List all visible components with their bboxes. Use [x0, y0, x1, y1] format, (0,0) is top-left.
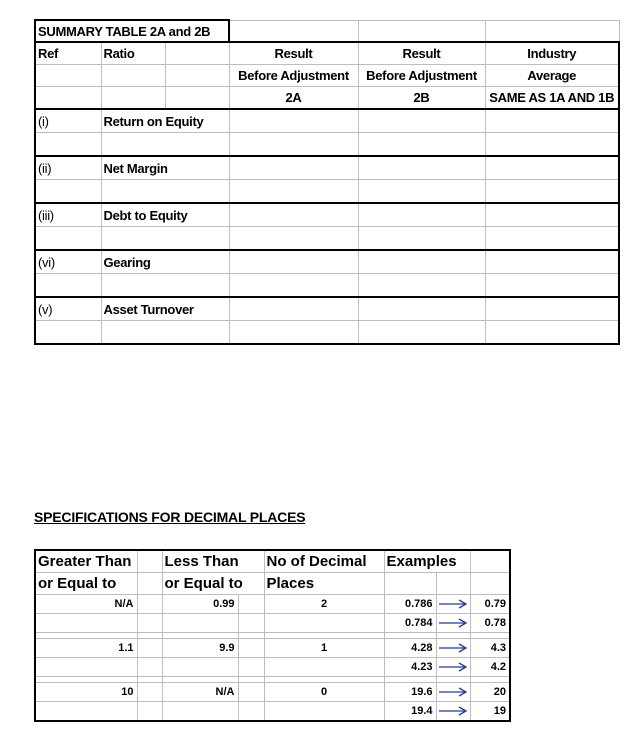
summary-table [34, 19, 620, 345]
row-ratio: Debt to Equity [101, 203, 229, 227]
table-row [35, 639, 510, 658]
example-input: 19.4 [384, 702, 436, 722]
example-input: 0.786 [384, 595, 436, 614]
cell-2b[interactable] [358, 250, 485, 274]
spec-header-places-line2: Places [264, 573, 384, 595]
header-2a-line2: Before Adjustment [229, 65, 358, 87]
example-input: 0.784 [384, 614, 436, 633]
spec-gte: N/A [35, 595, 137, 614]
example-output: 0.79 [470, 595, 510, 614]
arrow-right-icon [436, 658, 470, 677]
cell-2a[interactable] [229, 156, 358, 180]
header-ref: Ref [35, 42, 101, 65]
cell-2b[interactable] [358, 156, 485, 180]
row-ref: (vi) [35, 250, 101, 274]
arrow-right-icon [436, 595, 470, 614]
cell-2a[interactable] [229, 203, 358, 227]
spec-header-gte-line2: or Equal to [35, 573, 137, 595]
header-row-3 [35, 87, 619, 110]
cell-2a[interactable] [229, 250, 358, 274]
row-ref: (ii) [35, 156, 101, 180]
row-ref: (i) [35, 109, 101, 133]
cell-industry[interactable] [485, 156, 619, 180]
spec-header-lte-line2: or Equal to [162, 573, 264, 595]
spec-places: 0 [264, 683, 384, 702]
example-output: 4.2 [470, 658, 510, 677]
example-input: 4.28 [384, 639, 436, 658]
spec-gte: 1.1 [35, 639, 137, 658]
row-ref: (iii) [35, 203, 101, 227]
cell-industry[interactable] [485, 109, 619, 133]
spec-header-lte-line1: Less Than [162, 550, 264, 573]
header-ratio: Ratio [101, 42, 165, 65]
row-ratio: Net Margin [101, 156, 229, 180]
cell-2a[interactable] [229, 109, 358, 133]
table-row [35, 702, 510, 722]
cell-industry[interactable] [485, 203, 619, 227]
arrow-right-icon [436, 702, 470, 722]
header-2a-line1: Result [229, 42, 358, 65]
header-industry-line3: SAME AS 1A AND 1B [485, 87, 619, 110]
spec-title: SPECIFICATIONS FOR DECIMAL PLACES [34, 509, 306, 525]
example-output: 4.3 [470, 639, 510, 658]
header-2b-line3: 2B [358, 87, 485, 110]
header-row-1 [35, 42, 619, 65]
header-2b-line2: Before Adjustment [358, 65, 485, 87]
spec-places: 2 [264, 595, 384, 614]
cell-2b[interactable] [358, 297, 485, 321]
cell-industry[interactable] [485, 297, 619, 321]
example-input: 19.6 [384, 683, 436, 702]
table-row [35, 109, 619, 133]
spec-places: 1 [264, 639, 384, 658]
cell-2b[interactable] [358, 109, 485, 133]
example-input: 4.23 [384, 658, 436, 677]
table-row [35, 614, 510, 633]
header-industry-line1: Industry [485, 42, 619, 65]
table-row [35, 203, 619, 227]
arrow-right-icon [436, 614, 470, 633]
header-2a-line3: 2A [229, 87, 358, 110]
row-ratio: Return on Equity [101, 109, 229, 133]
header-2b-line1: Result [358, 42, 485, 65]
example-output: 20 [470, 683, 510, 702]
spec-lte: 0.99 [162, 595, 238, 614]
arrow-right-icon [436, 639, 470, 658]
header-row-2 [35, 65, 619, 87]
row-ratio: Asset Turnover [101, 297, 229, 321]
cell-2b[interactable] [358, 203, 485, 227]
table-row [35, 250, 619, 274]
table-row [35, 683, 510, 702]
spec-header-examples: Examples [384, 550, 470, 573]
decimal-spec-table [34, 549, 511, 722]
spec-header-places-line1: No of Decimal [264, 550, 384, 573]
spec-lte: 9.9 [162, 639, 238, 658]
summary-table-title: SUMMARY TABLE 2A and 2B [35, 20, 229, 42]
table-row [35, 156, 619, 180]
cell-industry[interactable] [485, 250, 619, 274]
table-row [35, 297, 619, 321]
spec-lte: N/A [162, 683, 238, 702]
example-output: 0.78 [470, 614, 510, 633]
arrow-right-icon [436, 683, 470, 702]
example-output: 19 [470, 702, 510, 722]
table-row [35, 658, 510, 677]
summary-title-row [35, 20, 619, 42]
cell-2a[interactable] [229, 297, 358, 321]
header-industry-line2: Average [485, 65, 619, 87]
spec-header-gte-line1: Greater Than [35, 550, 137, 573]
spec-gte: 10 [35, 683, 137, 702]
spec-header-row-2 [35, 573, 510, 595]
row-ref: (v) [35, 297, 101, 321]
spec-header-row-1 [35, 550, 510, 573]
table-row [35, 595, 510, 614]
row-ratio: Gearing [101, 250, 229, 274]
